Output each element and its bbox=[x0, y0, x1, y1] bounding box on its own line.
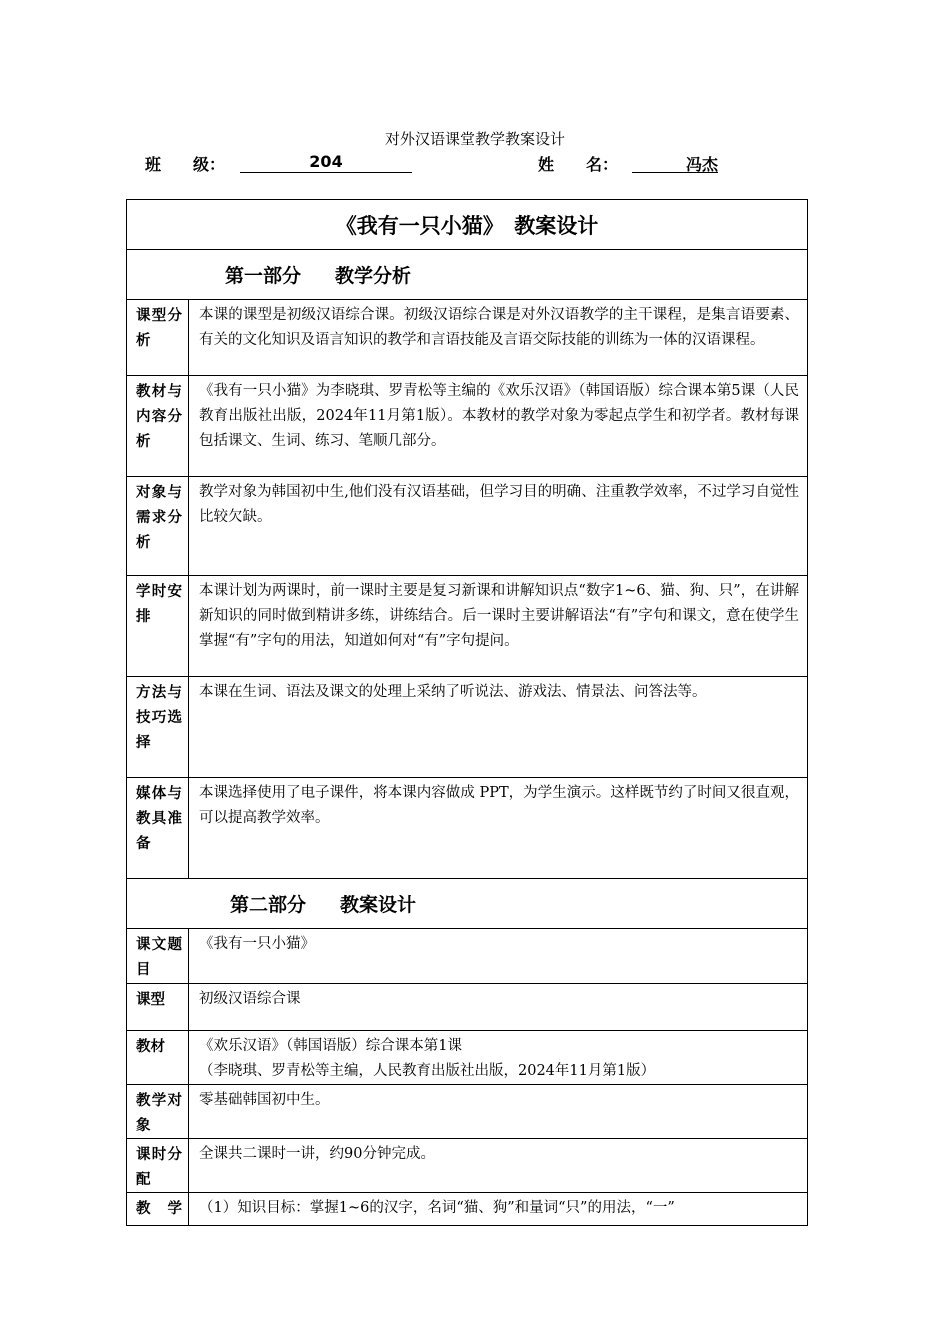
row-content bbox=[189, 1031, 808, 1085]
row-content: 本课在生词、语法及课文的处理上采纳了听说法、游戏法、情景法、问答法等。 bbox=[189, 677, 808, 778]
part1-row bbox=[127, 250, 808, 300]
row-content: 本课的课型是初级汉语综合课。初级汉语综合课是对外汉语教学的主干课程，是集言语要素、有关的文化知识及语言知识的教学和言语技能及言语交际技能的训练为一体的汉语课程。 bbox=[189, 300, 808, 376]
row-lesson-title bbox=[127, 929, 808, 984]
row-content: 本课选择使用了电子课件，将本课内容做成 PPT，为学生演示。这样既节约了时间又很直观，可以提高教学效率。 bbox=[189, 778, 808, 879]
row-methods bbox=[127, 677, 808, 778]
row-course-type bbox=[127, 984, 808, 1031]
row-label: 媒体与教具准备 bbox=[127, 778, 189, 879]
row-schedule bbox=[127, 576, 808, 677]
main-title-row bbox=[127, 200, 808, 250]
part2-name: 教案设计 bbox=[340, 894, 417, 916]
part1-heading bbox=[127, 250, 808, 300]
row-content: 教学对象为韩国初中生,他们没有汉语基础，但学习目的明确、注重教学效率，不过学习自觉性比较欠缺。 bbox=[189, 477, 808, 576]
part2-heading bbox=[127, 879, 808, 929]
row-label: 课型分析 bbox=[127, 300, 189, 376]
part2-label: 第二部分 bbox=[230, 894, 307, 916]
textbook-line-1: 《欢乐汉语》（韩国语版）综合课本第1课 bbox=[199, 1038, 462, 1054]
row-label: 教材与内容分析 bbox=[127, 376, 189, 477]
row-label: 教学对象 bbox=[127, 1085, 189, 1139]
lesson-plan-table bbox=[126, 199, 808, 1226]
row-time-allocation bbox=[127, 1139, 808, 1193]
row-learner-analysis bbox=[127, 477, 808, 576]
header-info bbox=[145, 152, 845, 176]
row-textbook bbox=[127, 1031, 808, 1085]
row-label: 教学 bbox=[127, 1193, 189, 1226]
row-media bbox=[127, 778, 808, 879]
row-label: 学时安排 bbox=[127, 576, 189, 677]
row-content: 初级汉语综合课 bbox=[189, 984, 808, 1031]
row-content: 本课计划为两课时，前一课时主要是复习新课和讲解知识点“数字1~6、猫、狗、只”，在讲解新知识的同时做到精讲多练，讲练结合。后一课时主要讲解语法“有”字句和课文，意在使学生掌握“有”字句的用法，知道如何对“有”字句提问。 bbox=[189, 576, 808, 677]
part1-name: 教学分析 bbox=[335, 265, 412, 287]
row-content: 全课共二课时一讲，约90分钟完成。 bbox=[189, 1139, 808, 1193]
row-content: 《我有一只小猫》为李晓琪、罗青松等主编的《欢乐汉语》（韩国语版）综合课本第5课（人民教育出版社出版，2024年11月第1版）。本教材的教学对象为零起点学生和初学者。教材每课包括课文、生词、练习、笔顺几部分。 bbox=[189, 376, 808, 477]
name-label: 姓 名： bbox=[538, 155, 619, 174]
row-teaching-objectives bbox=[127, 1193, 808, 1226]
row-content: 《我有一只小猫》 bbox=[189, 929, 808, 984]
row-target-students bbox=[127, 1085, 808, 1139]
part1-label: 第一部分 bbox=[225, 265, 302, 287]
row-label: 课时分配 bbox=[127, 1139, 189, 1193]
row-label: 课型 bbox=[127, 984, 189, 1031]
class-label: 班 级： bbox=[145, 155, 226, 174]
row-content: 零基础韩国初中生。 bbox=[189, 1085, 808, 1139]
row-course-type-analysis bbox=[127, 300, 808, 376]
class-value: 204 bbox=[240, 152, 412, 173]
row-label: 教材 bbox=[127, 1031, 189, 1085]
name-value: 冯杰 bbox=[632, 152, 718, 173]
part2-row bbox=[127, 879, 808, 929]
row-label: 课文题目 bbox=[127, 929, 189, 984]
lesson-plan-title: 《我有一只小猫》 教案设计 bbox=[127, 200, 808, 250]
row-label: 方法与技巧选择 bbox=[127, 677, 189, 778]
row-content: （1）知识目标：掌握1~6的汉字，名词“猫、狗”和量词“只”的用法，“一” bbox=[189, 1193, 808, 1226]
document-title: 对外汉语课堂教学教案设计 bbox=[384, 130, 565, 148]
row-material-analysis bbox=[127, 376, 808, 477]
row-label: 对象与需求分析 bbox=[127, 477, 189, 576]
textbook-line-2: （李晓琪、罗青松等主编，人民教育出版社出版，2024年11月第1版） bbox=[199, 1063, 656, 1079]
